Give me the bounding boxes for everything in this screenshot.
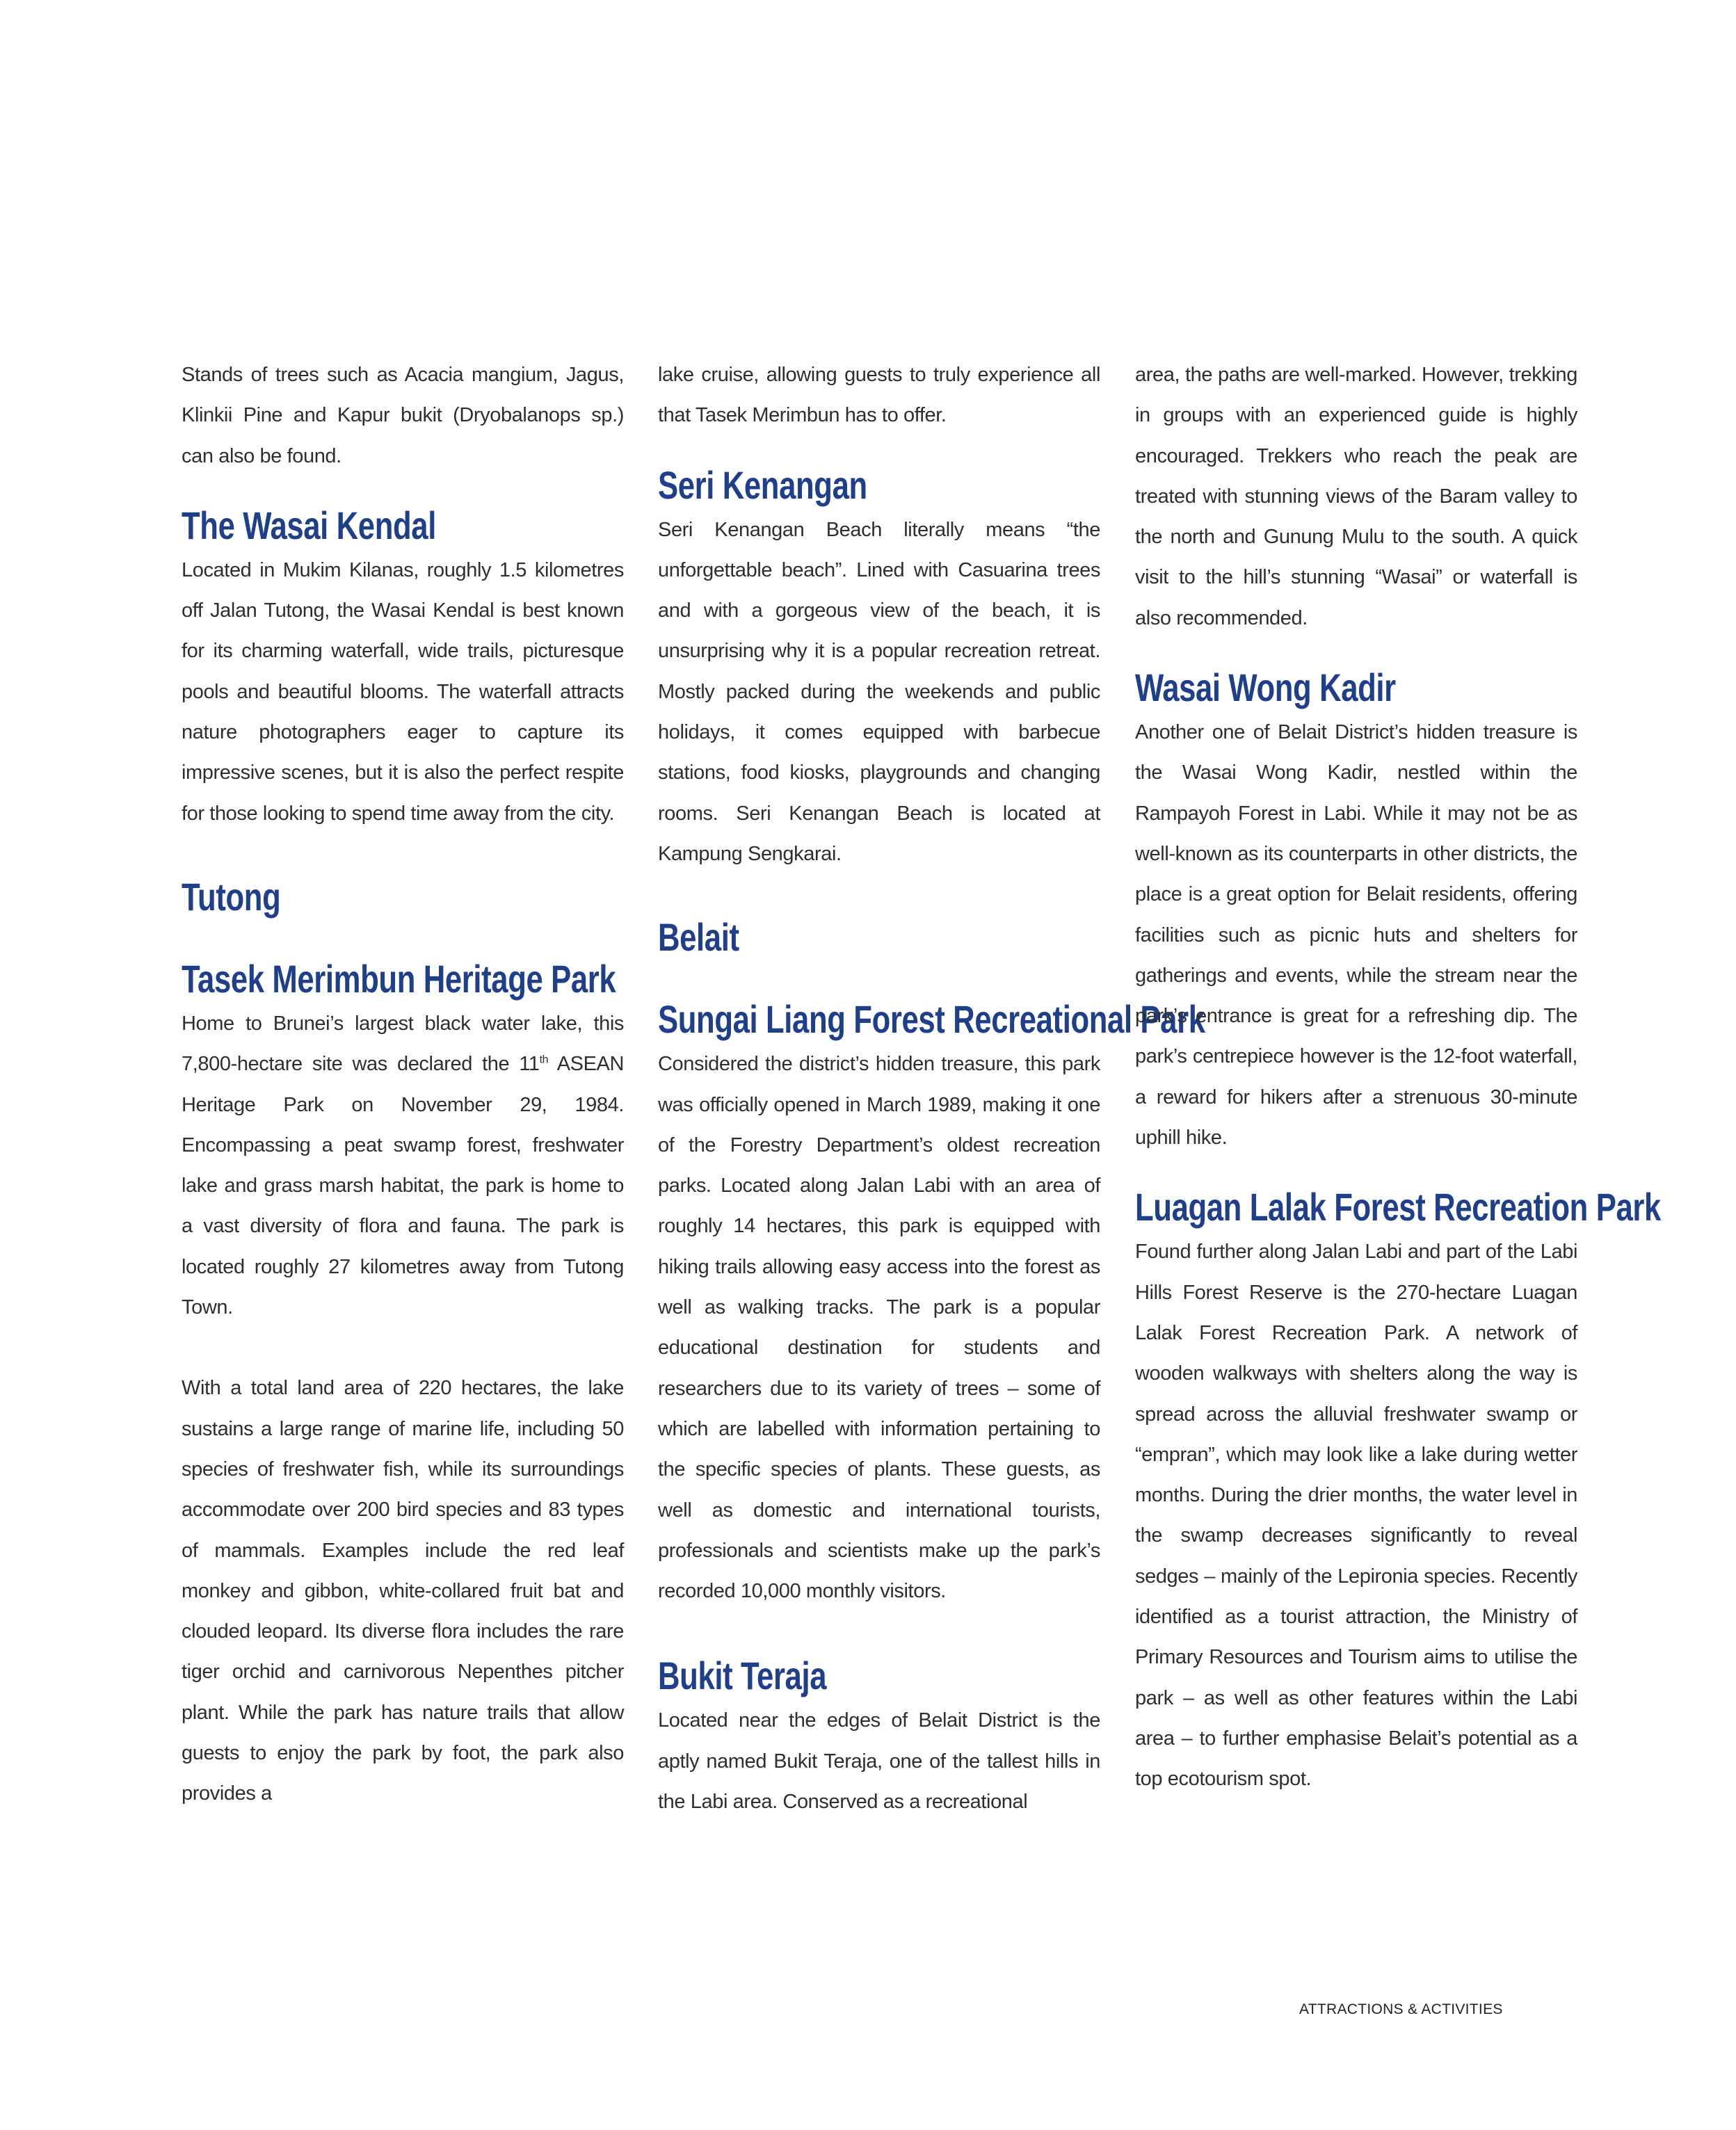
continuation-paragraph: lake cruise, allowing guests to truly experience all that Tasek Merimbun has to offer. — [658, 364, 1100, 427]
heading-wasai-wong-kadir: Wasai Wong Kadir — [1135, 665, 1396, 710]
heading-tasek-merimbun: Tasek Merimbun Heritage Park — [182, 956, 616, 1001]
tasek-paragraph-2: With a total land area of 220 hectares, the lake sustains a large range of marine life, including 50 species of freshwater fish, while its surroundings accommodate over 200 bird species and 83 types of mammals. Examples include the red leaf monkey and gibbon, white-collared fruit bat and clouded leopard. Its diverse flora includes the rare tiger orchid and carnivorous Nepenthes pitcher plant. While the park has nature trails that allow guests to enjoy the park by foot, the park also provides a — [182, 1377, 624, 1805]
column-2 — [658, 355, 1205, 1822]
ordinal-superscript: th — [539, 1054, 549, 1066]
seri-kenangan-paragraph: Seri Kenangan Beach literally means “the unforgettable beach”. Lined with Casuarina trees and with a gorgeous view of the beach, it is unsurprising why it is a popular recreation retreat. Mostly packed during the weekends and public holidays, it comes equipped with barbecue stations, food kiosks, playgrounds and changing rooms. Seri Kenangan Beach is located at Kampung Sengkarai. — [658, 518, 1100, 865]
heading-luagan-lalak: Luagan Lalak Forest Recreation Park — [1135, 1185, 1661, 1229]
wasai-wong-kadir-paragraph: Another one of Belait District’s hidden treasure is the Wasai Wong Kadir, nestled within the Rampayoh Forest in Labi. While it may not be as well-known as its counterparts in other districts, the place is a great option for Belait residents, offering facilities such as picnic huts and shelters for gatherings and events, while the stream near the park’s entrance is great for a refreshing dip. The park’s centrepiece however is the 12-foot waterfall, a reward for hikers after a strenuous 30-minute uphill hike. — [1135, 721, 1577, 1149]
tasek-paragraph-1 — [182, 1003, 624, 1328]
heading-seri-kenangan: Seri Kenangan — [658, 462, 867, 507]
bukit-teraja-paragraph: Located near the edges of Belait District is the aptly named Bukit Teraja, one of the tallest hills in the Labi area. Conserved as a recreational — [658, 1709, 1100, 1814]
heading-belait: Belait — [658, 915, 739, 960]
heading-sungai-liang: Sungai Liang Forest Recreational Park — [658, 997, 1205, 1042]
tasek-text-b: ASEAN Heritage Park on November 29, 1984. Encompassing a peat swamp forest, freshwater lake and grass marsh habitat, the park is home to a vast diversity of flora and fauna. The park is located roughly 27 kilometres away from Tutong Town. — [182, 1053, 625, 1319]
wasai-kendal-paragraph: Located in Mukim Kilanas, roughly 1.5 kilometres off Jalan Tutong, the Wasai Kendal is best known for its charming waterfall, wide trails, picturesque pools and beautiful blooms. The waterfall attracts nature photographers eager to capture its impressive scenes, but it is also the perfect respite for those looking to spend time away from the city. — [182, 558, 624, 825]
column-3 — [1135, 355, 1661, 1800]
luagan-lalak-paragraph: Found further along Jalan Labi and part of the Labi Hills Forest Reserve is the 270-hectare Luagan Lalak Forest Recreation Park. A network of wooden walkways with shelters along the way is spread across the alluvial freshwater swamp or “empran”, which may look like a lake during wetter months. During the drier months, the water level in the swamp decreases significantly to reveal sedges – mainly of the Lepironia species. Recently identified as a tourist attraction, the Ministry of Primary Resources and Tourism aims to utilise the park – as well as other features within the Labi area – to further emphasise Belait’s potential as a top ecotourism spot. — [1135, 1241, 1577, 1791]
intro-paragraph: Stands of trees such as Acacia mangium, Jagus, Klinkii Pine and Kapur bukit (Dryobalanops sp.) can also be found. — [182, 364, 624, 467]
tasek-text-a: Home to Brunei’s largest black water lake, this 7,800-hectare site was declared the 11 — [182, 1012, 624, 1076]
sungai-liang-paragraph: Considered the district’s hidden treasure, this park was officially opened in March 1989, making it one of the Forestry Department’s oldest recreation parks. Located along Jalan Labi with an area of roughly 14 hectares, this park is equipped with hiking trails allowing easy access into the forest as well as walking tracks. The park is a popular educational destination for students and researchers due to its variety of trees – some of which are labelled with information pertaining to the specific species of plants. These guests, as well as domestic and international tourists, professionals and scientists make up the park’s recorded 10,000 monthly visitors. — [658, 1053, 1100, 1603]
footer-section-label: ATTRACTIONS & ACTIVITIES — [1299, 2001, 1503, 2017]
heading-wasai-kendal: The Wasai Kendal — [182, 503, 436, 547]
column-1 — [182, 355, 624, 1814]
continuation-paragraph: area, the paths are well-marked. However, trekking in groups with an experienced guide is highly encouraged. Trekkers who reach the peak are treated with stunning views of the Baram valley to the north and Gunung Mulu to the south. A quick visit to the hill’s stunning “Wasai” or waterfall is also recommended. — [1135, 364, 1577, 629]
heading-tutong: Tutong — [182, 874, 281, 919]
heading-bukit-teraja: Bukit Teraja — [658, 1654, 827, 1698]
